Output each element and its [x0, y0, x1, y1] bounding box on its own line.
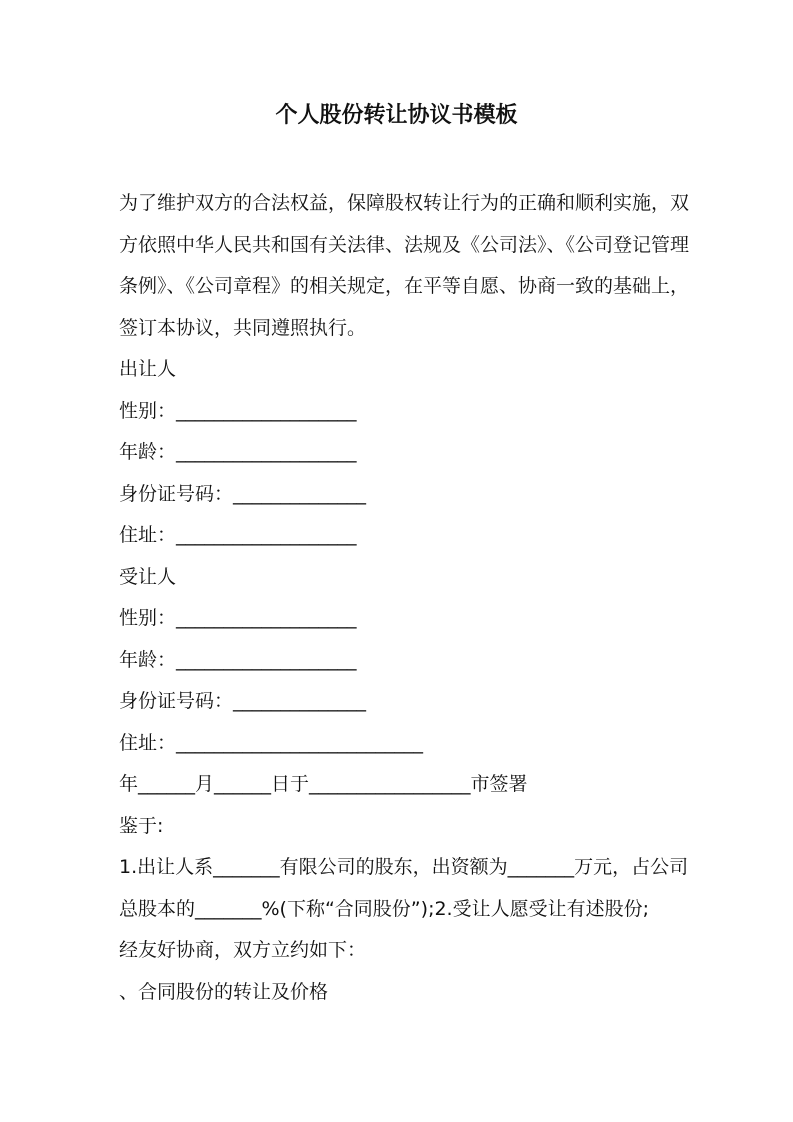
- sign-date-line: 年______月______日于_________________市签署: [119, 773, 528, 795]
- transferor-address-field: 住址：___________________: [119, 524, 357, 546]
- section-heading: 、合同股份的转让及价格: [119, 980, 329, 1003]
- transferee-gender-field: 性别：___________________: [119, 607, 357, 629]
- whereas-label: 鉴于:: [119, 814, 164, 837]
- transferor-age-field: 年龄：___________________: [119, 441, 357, 463]
- clause-line-2: 总股本的_______%(下称“合同股份”);2.受让人愿受让有述股份;: [119, 897, 649, 920]
- transferee-address-field: 住址：__________________________: [119, 731, 424, 754]
- transferor-heading: 出让人: [119, 358, 177, 380]
- intro-line-1: 为了维护双方的合法权益，保障股权转让行为的正确和顺利实施，双: [119, 192, 690, 214]
- intro-line-3: 条例》、《公司章程》的相关规定，在平等自愿、协商一致的基础上，: [119, 275, 690, 297]
- clause-line-1: 1.出让人系_______有限公司的股东，出资额为_______万元，占公司: [119, 856, 689, 878]
- clause-line-3: 经友好协商，双方立约如下：: [119, 939, 367, 961]
- transferee-heading: 受让人: [119, 565, 177, 588]
- transferor-id-field: 身份证号码：______________: [119, 482, 367, 505]
- transferor-gender-field: 性别：___________________: [119, 399, 357, 422]
- document-title: 个人股份转让协议书模板: [275, 103, 518, 128]
- transferee-age-field: 年龄：___________________: [119, 648, 357, 671]
- document-body: [119, 183, 690, 1013]
- intro-line-4: 签订本协议，共同遵照执行。: [119, 316, 367, 339]
- transferee-id-field: 身份证号码：______________: [119, 690, 367, 712]
- intro-line-2: 方依照中华人民共和国有关法律、法规及《公司法》、《公司登记管理: [119, 233, 690, 256]
